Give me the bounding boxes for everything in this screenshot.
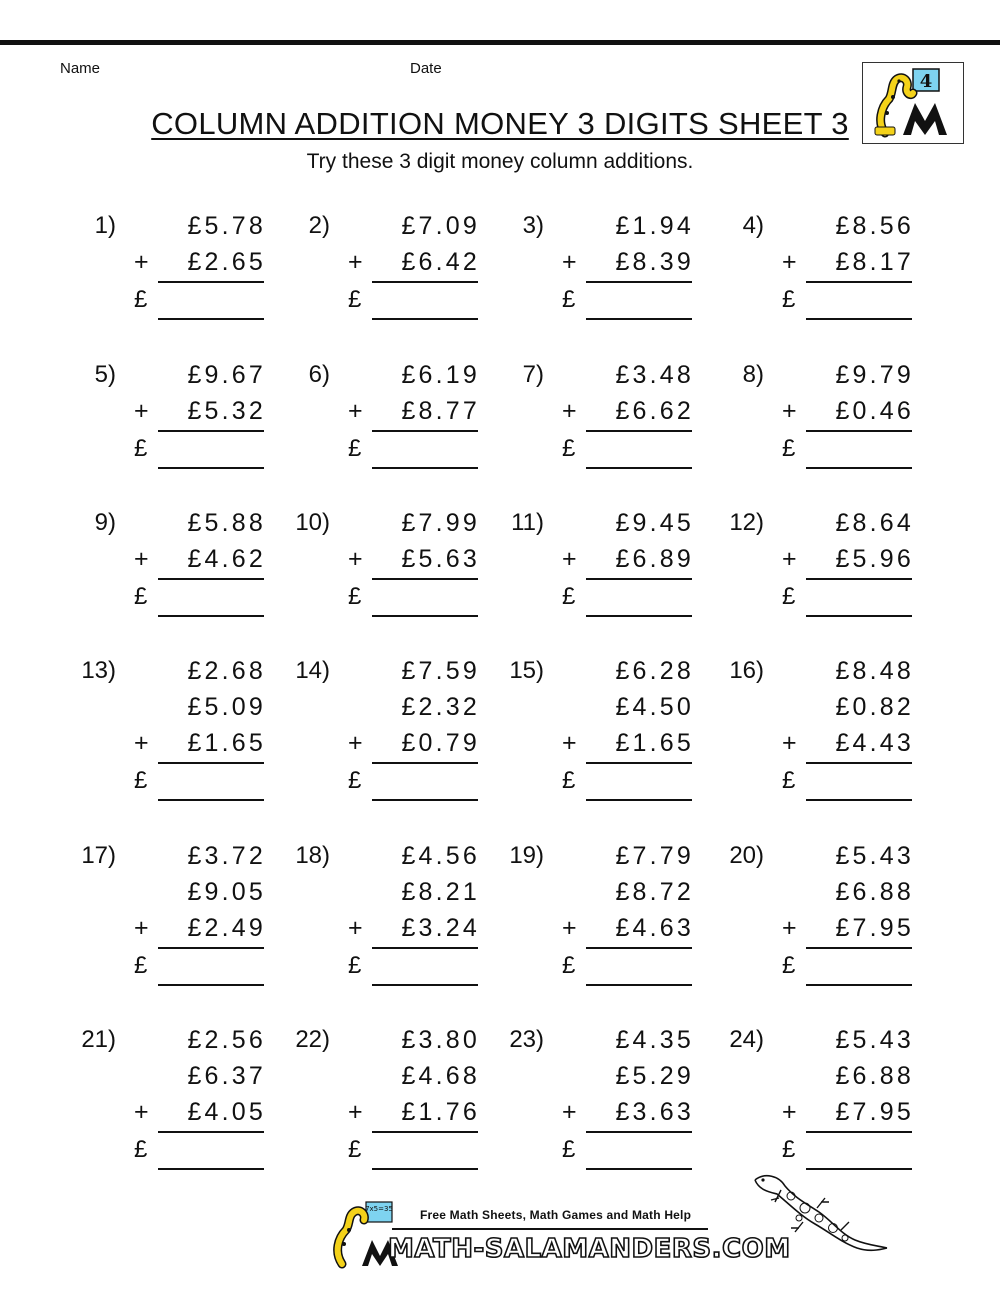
- salamander-drawing-icon: [745, 1168, 895, 1258]
- addend: £2.32: [401, 693, 480, 721]
- problem-20: [726, 842, 926, 1012]
- sum-line: [372, 281, 478, 283]
- addend: £7.95: [835, 914, 914, 942]
- answer-line[interactable]: [372, 615, 478, 617]
- problem-number: 9): [94, 509, 116, 536]
- plus-sign: +: [562, 397, 577, 425]
- answer-line[interactable]: [158, 467, 264, 469]
- sum-line: [158, 578, 264, 580]
- problem-23: [506, 1026, 706, 1196]
- addend: £8.72: [615, 878, 694, 906]
- sum-line: [158, 430, 264, 432]
- problem-number: 4): [742, 212, 764, 239]
- problem-number: 20): [729, 842, 764, 869]
- footer-brand: MATH-SALAMANDERS.COM: [388, 1234, 791, 1264]
- addend: £9.67: [187, 361, 266, 389]
- sum-line: [372, 578, 478, 580]
- addend: £9.79: [835, 361, 914, 389]
- plus-sign: +: [134, 545, 149, 573]
- plus-sign: +: [562, 914, 577, 942]
- answer-pound-sign: £: [562, 583, 576, 610]
- sum-line: [806, 947, 912, 949]
- answer-line[interactable]: [586, 984, 692, 986]
- problem-10: [292, 509, 492, 679]
- addend: £4.62: [187, 545, 266, 573]
- sum-line: [158, 762, 264, 764]
- addend: £4.50: [615, 693, 694, 721]
- problem-21: [78, 1026, 278, 1196]
- top-rule: [0, 40, 1000, 45]
- answer-pound-sign: £: [562, 435, 576, 462]
- addend: £8.64: [835, 509, 914, 537]
- addend: £7.99: [401, 509, 480, 537]
- answer-line[interactable]: [372, 318, 478, 320]
- answer-line[interactable]: [806, 615, 912, 617]
- answer-pound-sign: £: [134, 583, 148, 610]
- problem-number: 6): [308, 361, 330, 388]
- answer-line[interactable]: [158, 984, 264, 986]
- addend: £2.49: [187, 914, 266, 942]
- problem-22: [292, 1026, 492, 1196]
- answer-line[interactable]: [158, 1168, 264, 1170]
- addend: £4.63: [615, 914, 694, 942]
- plus-sign: +: [134, 248, 149, 276]
- answer-line[interactable]: [372, 984, 478, 986]
- addend: £8.77: [401, 397, 480, 425]
- addend: £2.56: [187, 1026, 266, 1054]
- problem-number: 19): [509, 842, 544, 869]
- addend: £5.29: [615, 1062, 694, 1090]
- problem-number: 15): [509, 657, 544, 684]
- worksheet-subtitle: Try these 3 digit money column additions.: [306, 150, 694, 173]
- plus-sign: +: [782, 397, 797, 425]
- addend: £2.68: [187, 657, 266, 685]
- answer-line[interactable]: [586, 615, 692, 617]
- answer-pound-sign: £: [348, 767, 362, 794]
- addend: £1.94: [615, 212, 694, 240]
- problem-2: [292, 212, 492, 382]
- answer-pound-sign: £: [134, 435, 148, 462]
- plus-sign: +: [562, 545, 577, 573]
- problem-9: [78, 509, 278, 679]
- answer-line[interactable]: [158, 799, 264, 801]
- problem-16: [726, 657, 926, 827]
- footer-tagline: Free Math Sheets, Math Games and Math Help: [420, 1208, 692, 1222]
- addend: £4.05: [187, 1098, 266, 1126]
- answer-pound-sign: £: [134, 286, 148, 313]
- addend: £9.05: [187, 878, 266, 906]
- problem-8: [726, 361, 926, 531]
- problem-7: [506, 361, 706, 531]
- answer-pound-sign: £: [782, 286, 796, 313]
- name-label: Name: [60, 60, 101, 77]
- plus-sign: +: [562, 729, 577, 757]
- sum-line: [806, 430, 912, 432]
- answer-line[interactable]: [806, 318, 912, 320]
- sum-line: [806, 578, 912, 580]
- sum-line: [586, 947, 692, 949]
- sum-line: [372, 762, 478, 764]
- worksheet-title-text: COLUMN ADDITION MONEY 3 DIGITS SHEET 3: [151, 106, 849, 141]
- addend: £1.76: [401, 1098, 480, 1126]
- footer-rule: [392, 1228, 708, 1230]
- answer-line[interactable]: [372, 467, 478, 469]
- addend: £6.62: [615, 397, 694, 425]
- plus-sign: +: [134, 1098, 149, 1126]
- problem-6: [292, 361, 492, 531]
- addend: £6.19: [401, 361, 480, 389]
- problem-number: 17): [81, 842, 116, 869]
- sum-line: [158, 281, 264, 283]
- problem-13: [78, 657, 278, 827]
- addend: £4.56: [401, 842, 480, 870]
- problem-4: [726, 212, 926, 382]
- addend: £5.78: [187, 212, 266, 240]
- addend: £5.96: [835, 545, 914, 573]
- problem-11: [506, 509, 706, 679]
- answer-pound-sign: £: [782, 435, 796, 462]
- addend: £1.65: [615, 729, 694, 757]
- plus-sign: +: [348, 397, 363, 425]
- answer-line[interactable]: [586, 467, 692, 469]
- plus-sign: +: [348, 248, 363, 276]
- addend: £7.79: [615, 842, 694, 870]
- sum-line: [372, 1131, 478, 1133]
- problem-5: [78, 361, 278, 531]
- addend: £2.65: [187, 248, 266, 276]
- sum-line: [806, 281, 912, 283]
- addend: £0.82: [835, 693, 914, 721]
- problem-number: 1): [94, 212, 116, 239]
- answer-pound-sign: £: [134, 767, 148, 794]
- problem-number: 12): [729, 509, 764, 536]
- answer-pound-sign: £: [562, 1136, 576, 1163]
- answer-line[interactable]: [158, 615, 264, 617]
- addend: £8.39: [615, 248, 694, 276]
- addend: £5.32: [187, 397, 266, 425]
- answer-pound-sign: £: [782, 952, 796, 979]
- sum-line: [586, 1131, 692, 1133]
- answer-pound-sign: £: [348, 435, 362, 462]
- problem-number: 13): [81, 657, 116, 684]
- problem-number: 5): [94, 361, 116, 388]
- problem-number: 21): [81, 1026, 116, 1053]
- addend: £8.56: [835, 212, 914, 240]
- answer-pound-sign: £: [562, 952, 576, 979]
- addend: £4.43: [835, 729, 914, 757]
- addend: £5.43: [835, 1026, 914, 1054]
- sum-line: [372, 430, 478, 432]
- answer-pound-sign: £: [348, 583, 362, 610]
- problem-17: [78, 842, 278, 1012]
- answer-pound-sign: £: [562, 286, 576, 313]
- sum-line: [586, 430, 692, 432]
- answer-line[interactable]: [158, 318, 264, 320]
- addend: £6.88: [835, 1062, 914, 1090]
- plus-sign: +: [348, 729, 363, 757]
- problem-3: [506, 212, 706, 382]
- plus-sign: +: [782, 1098, 797, 1126]
- sum-line: [158, 1131, 264, 1133]
- answer-line[interactable]: [586, 1168, 692, 1170]
- problem-14: [292, 657, 492, 827]
- addend: £4.35: [615, 1026, 694, 1054]
- answer-pound-sign: £: [782, 767, 796, 794]
- sum-line: [806, 762, 912, 764]
- logo-badge: 4: [919, 71, 933, 92]
- addend: £6.37: [187, 1062, 266, 1090]
- addend: £5.09: [187, 693, 266, 721]
- plus-sign: +: [348, 914, 363, 942]
- answer-pound-sign: £: [348, 952, 362, 979]
- addend: £5.43: [835, 842, 914, 870]
- problem-18: [292, 842, 492, 1012]
- answer-pound-sign: £: [562, 767, 576, 794]
- answer-pound-sign: £: [782, 1136, 796, 1163]
- addend: £7.59: [401, 657, 480, 685]
- addend: £6.28: [615, 657, 694, 685]
- problem-number: 2): [308, 212, 330, 239]
- addend: £3.63: [615, 1098, 694, 1126]
- addend: £4.68: [401, 1062, 480, 1090]
- addend: £0.46: [835, 397, 914, 425]
- addend: £5.63: [401, 545, 480, 573]
- plus-sign: +: [134, 397, 149, 425]
- plus-sign: +: [782, 914, 797, 942]
- answer-pound-sign: £: [348, 1136, 362, 1163]
- plus-sign: +: [348, 1098, 363, 1126]
- answer-line[interactable]: [372, 799, 478, 801]
- addend: £5.88: [187, 509, 266, 537]
- date-label: Date: [410, 60, 442, 77]
- answer-line[interactable]: [586, 799, 692, 801]
- sum-line: [586, 281, 692, 283]
- addend: £8.17: [835, 248, 914, 276]
- sum-line: [372, 947, 478, 949]
- plus-sign: +: [562, 248, 577, 276]
- addend: £8.48: [835, 657, 914, 685]
- answer-line[interactable]: [806, 799, 912, 801]
- addend: £3.80: [401, 1026, 480, 1054]
- problem-number: 11): [511, 509, 544, 536]
- answer-line[interactable]: [372, 1168, 478, 1170]
- problem-15: [506, 657, 706, 827]
- answer-pound-sign: £: [348, 286, 362, 313]
- addend: £3.72: [187, 842, 266, 870]
- worksheet-title: [0, 106, 1000, 142]
- sum-line: [158, 947, 264, 949]
- answer-line[interactable]: [806, 984, 912, 986]
- answer-pound-sign: £: [134, 952, 148, 979]
- answer-line[interactable]: [806, 467, 912, 469]
- addend: £6.42: [401, 248, 480, 276]
- addend: £6.88: [835, 878, 914, 906]
- problem-number: 8): [742, 361, 764, 388]
- problem-number: 10): [295, 509, 330, 536]
- addend: £0.79: [401, 729, 480, 757]
- problem-number: 24): [729, 1026, 764, 1053]
- problem-number: 14): [295, 657, 330, 684]
- plus-sign: +: [348, 545, 363, 573]
- plus-sign: +: [782, 729, 797, 757]
- plus-sign: +: [782, 545, 797, 573]
- plus-sign: +: [782, 248, 797, 276]
- answer-pound-sign: £: [782, 583, 796, 610]
- addend: £8.21: [401, 878, 480, 906]
- problem-number: 18): [295, 842, 330, 869]
- problem-1: [78, 212, 278, 382]
- problem-number: 23): [509, 1026, 544, 1053]
- plus-sign: +: [134, 729, 149, 757]
- addend: £7.09: [401, 212, 480, 240]
- problem-number: 7): [522, 361, 544, 388]
- addend: £6.89: [615, 545, 694, 573]
- answer-pound-sign: £: [134, 1136, 148, 1163]
- addend: £7.95: [835, 1098, 914, 1126]
- problem-number: 3): [522, 212, 544, 239]
- addend: £1.65: [187, 729, 266, 757]
- addend: £3.24: [401, 914, 480, 942]
- problem-number: 22): [295, 1026, 330, 1053]
- answer-line[interactable]: [586, 318, 692, 320]
- problem-number: 16): [729, 657, 764, 684]
- plus-sign: +: [562, 1098, 577, 1126]
- plus-sign: +: [134, 914, 149, 942]
- addend: £9.45: [615, 509, 694, 537]
- problem-19: [506, 842, 706, 1012]
- problem-12: [726, 509, 926, 679]
- sum-line: [586, 578, 692, 580]
- sum-line: [806, 1131, 912, 1133]
- sum-line: [586, 762, 692, 764]
- footer-badge: 7x5=35: [365, 1205, 393, 1213]
- addend: £3.48: [615, 361, 694, 389]
